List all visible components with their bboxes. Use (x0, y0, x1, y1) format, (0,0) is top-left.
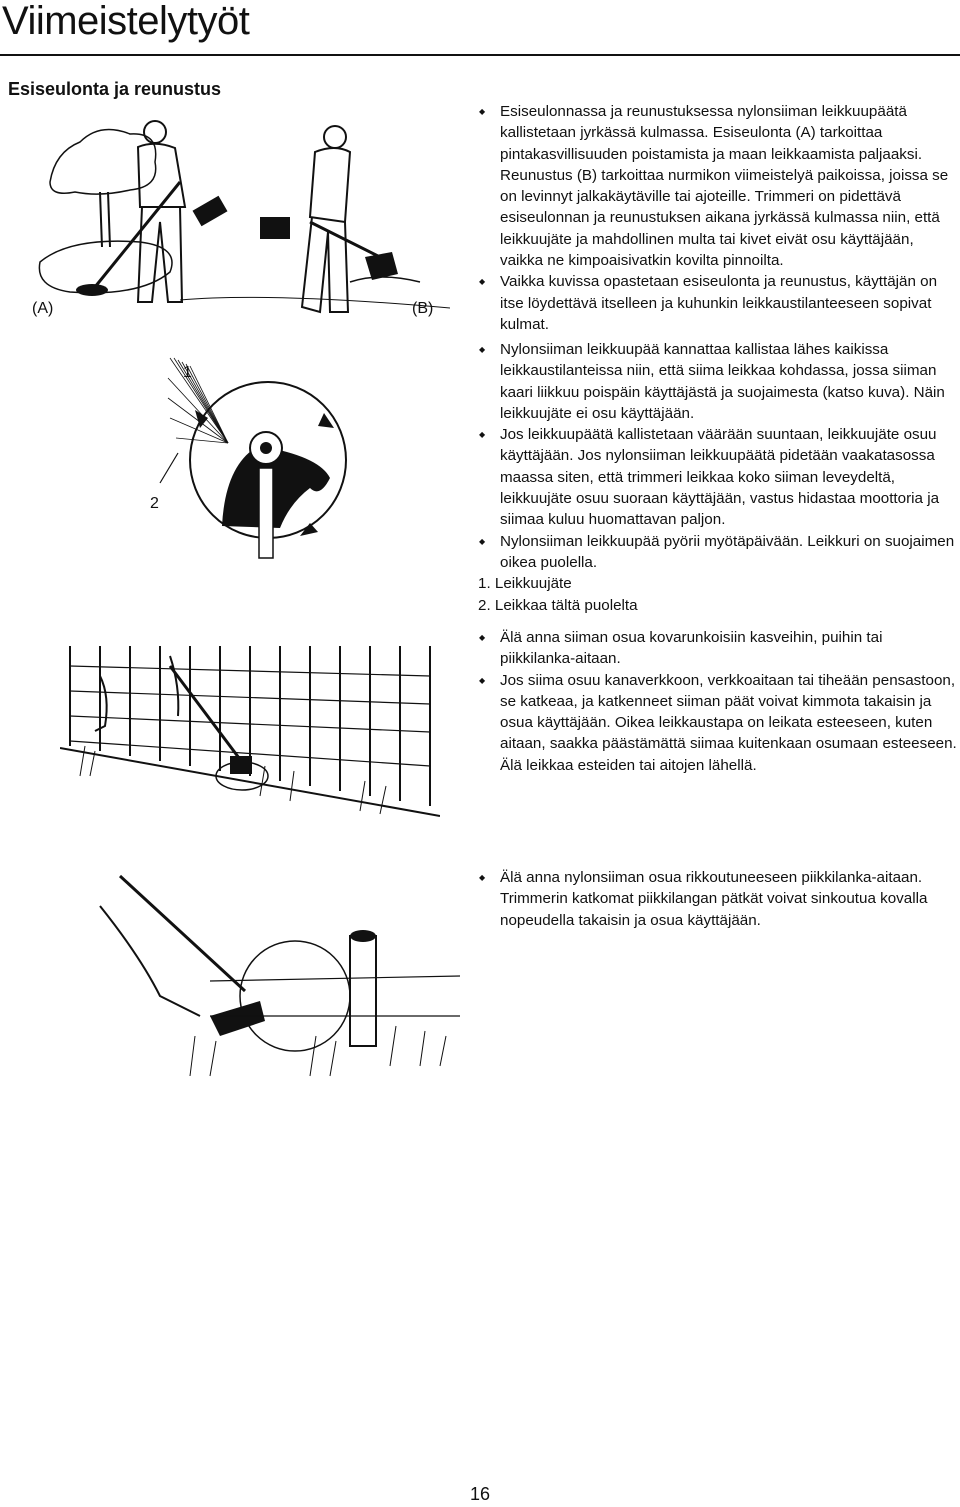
bullet-paragraph: ◆ Älä anna siiman osua kovarunkoisiin kasveihin, puihin tai piikkilanka-aitaan. (478, 627, 960, 670)
figure-scalping-edging (20, 112, 450, 327)
text-block-barbed-wire (478, 867, 960, 931)
text-block-scalping (478, 101, 960, 335)
page-number: 16 (469, 1484, 491, 1504)
bullet-paragraph: ◆ Jos leikkuupäätä kallistetaan väärään suuntaan, leikkuujäte osuu käyttäjään. Jos nylonsiiman leikkuupäätä pidetään vaakatasossa maassa siten, että trimmeri leikkaa koko siiman leveydeltä, leikkuujäte osuu suoraan käyttäjään, vastus hidastaa moottoria ja siimaa kuluu huomattavan paljon. (478, 424, 960, 530)
page-title: Viimeistelytyöt (2, 0, 250, 43)
bullet-paragraph: ◆ Esiseulonnassa ja reunustuksessa nylonsiiman leikkuupäätä kallistetaan jyrkässä kulmassa. Esiseulonta (A) tarkoittaa pintakasvillisuuden poistamista ja maan leikkaamista paljaaksi. Reunustus (B) tarkoittaa nurmikon viimeistelyä paikoissa, joissa se on levinnyt jalkakäytäville tai ajoteille. Trimmeri on pidettävä esiseulonnan ja reunustuksen aikana jyrkässä kulmassa niin, että leikkuujäte ja mahdollinen multa tai kivet eivät osu käyttäjään, vaikka ne kimpoaisivatkin kovilta pinnoilta. (478, 101, 960, 271)
title-divider (0, 54, 960, 56)
legend-item: 2. Leikkaa tältä puolelta (478, 596, 638, 614)
figure-fence (60, 636, 440, 836)
label-1: 1 (183, 364, 192, 381)
text-block-rotation (478, 339, 960, 616)
figure-rotation-diagram (140, 348, 370, 568)
figure-barbed-wire (60, 866, 460, 1086)
section-heading: Esiseulonta ja reunustus (8, 79, 222, 99)
label-b: (B) (412, 300, 434, 317)
legend-item: 1. Leikkuujäte (478, 575, 572, 593)
label-2: 2 (150, 495, 159, 512)
bullet-paragraph: ◆ Nylonsiiman leikkuupää pyörii myötäpäivään. Leikkuri on suojaimen oikea puolella. (478, 531, 960, 574)
bullet-paragraph: ◆ Jos siima osuu kanaverkkoon, verkkoaitaan tai tiheään pensastoon, se katkeaa, ja katkenneet siiman päät voivat kimmota takaisin ja osua käyttäjään. Oikea leikkaustapa on leikata esteeseen, kuten aitaan, saakka päästämättä siimaa kuitenkaan osumaan esteeseen. Älä leikkaa esteiden tai aitojen lähellä. (478, 670, 960, 776)
label-a: (A) (32, 300, 54, 317)
text-block-fence (478, 627, 960, 776)
bullet-paragraph: ◆ Älä anna nylonsiiman osua rikkoutuneeseen piikkilanka-aitaan. Trimmerin katkomat piikkilangan pätkät voivat sinkoutua kovalla nopeudella takaisin ja osua käyttäjään. (478, 867, 960, 931)
bullet-paragraph: ◆ Vaikka kuvissa opastetaan esiseulonta ja reunustus, käyttäjän on itse löydettävä itselleen ja kuhunkin leikkaustilanteeseen sopivat kulmat. (478, 271, 960, 335)
bullet-paragraph: ◆ Nylonsiiman leikkuupää kannattaa kallistaa lähes kaikissa leikkaustilanteissa niin, että siima leikkaa kohdassa, jossa siiman kaari liikkuu poispäin käyttäjästä ja suojaimesta (katso kuva). Näin leikkuujäte ei osu käyttäjään. (478, 339, 960, 424)
